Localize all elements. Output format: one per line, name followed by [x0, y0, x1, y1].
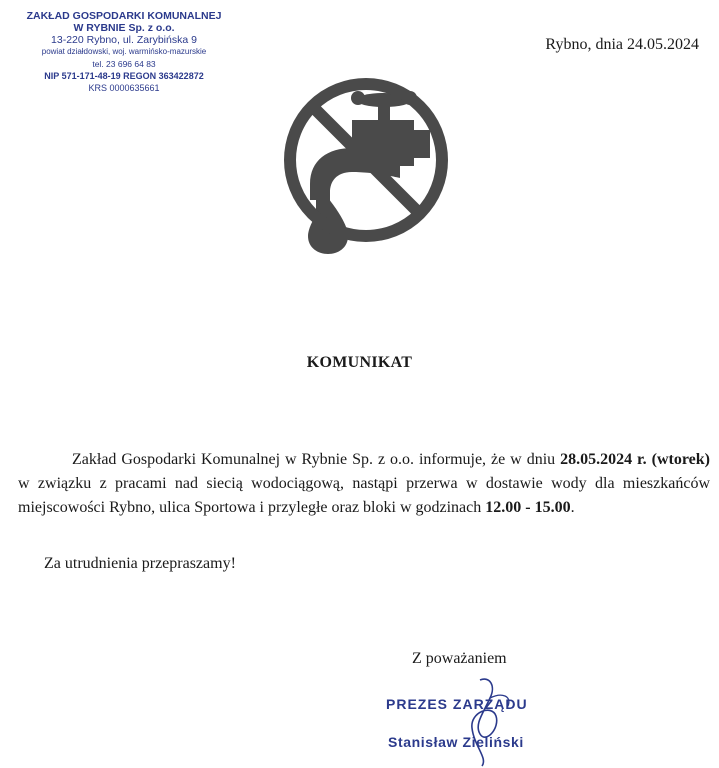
announcement-paragraph [18, 448, 710, 520]
company-stamp [6, 10, 242, 94]
body-date: 28.05.2024 r. (wtorek) [560, 451, 710, 468]
body-text-part1: Zakład Gospodarki Komunalnej w Rybnie Sp. z o.o. informuje, że w dniu [72, 451, 561, 468]
no-water-icon [280, 60, 452, 260]
page-title: KOMUNIKAT [306, 354, 413, 371]
stamp-phone: tel. 23 696 64 83 [92, 59, 156, 69]
stamp-krs: KRS 0000635661 [88, 83, 160, 93]
stamp-address: 13-220 Rybno, ul. Zarybińska 9 [51, 34, 197, 46]
document-date: Rybno, dnia 24.05.2024 [545, 36, 699, 53]
handwritten-signature [450, 672, 540, 768]
stamp-company-form: W RYBNIE Sp. z o.o. [73, 22, 175, 34]
signer-position: PREZES ZARZĄDU [386, 696, 528, 712]
stamp-region: powiat działdowski, woj. warmińsko-mazurskie [41, 47, 207, 56]
closing-regards: Z poważaniem [412, 650, 507, 667]
body-text-part3: . [570, 499, 575, 516]
announcement-body [18, 448, 710, 520]
body-hours: 12.00 - 15.00 [485, 499, 571, 516]
stamp-company-name: ZAKŁAD GOSPODARKI KOMUNALNEJ [26, 10, 222, 22]
body-text-part2: w związku z pracami nad siecią wodociągową, nastąpi przerwa w dostawie wody dla mieszkańców miejscowości Rybno, ulica Sportowa i przyległe oraz bloki w godzinach [18, 475, 710, 516]
apology-text: Za utrudnienia przepraszamy! [44, 555, 236, 572]
stamp-nip-regon: NIP 571-171-48-19 REGON 363422872 [44, 71, 204, 81]
signer-name: Stanisław Zieliński [388, 734, 524, 750]
